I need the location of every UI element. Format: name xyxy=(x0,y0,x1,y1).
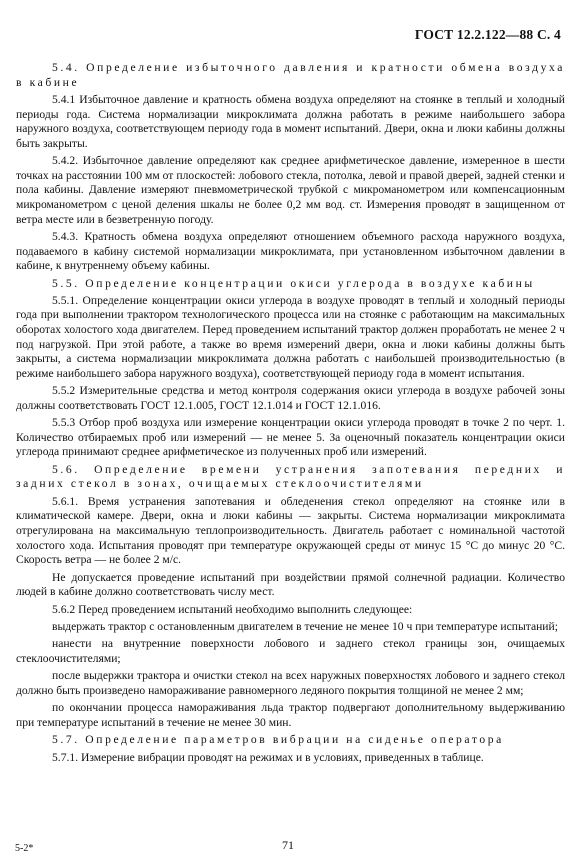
paragraph: после выдержки трактора и очистки стекол на всех наружных поверхностях лобового и заднего стекол должно быть произведено намораживание равномерного ледяного покрытия толщиной не менее 2 мм; xyxy=(16,669,565,697)
section-heading: 5.6. Определение времени устранения запотевания передних и задних стекол в зонах, очищаемых стеклоочистителями xyxy=(16,462,565,491)
paragraph: по окончании процесса намораживания льда трактор подвергают дополнительному выдерживанию при температуре испытаний в течение не менее 30 мин. xyxy=(16,701,565,729)
section-heading: 5.7. Определение параметров вибрации на сиденье оператора xyxy=(52,733,504,747)
paragraph: 5.7.1. Измерение вибрации проводят на режимах и в условиях, приведенных в таблице. xyxy=(52,750,484,764)
footer-mark: 5-2* xyxy=(15,843,34,854)
document-body xyxy=(16,61,565,768)
section-heading: 5.5. Определение концентрации окиси углерода в воздухе кабины xyxy=(52,276,535,290)
paragraph: 5.6.2 Перед проведением испытаний необходимо выполнить следующее: xyxy=(52,602,413,616)
section-heading: 5.4. Определение избыточного давления и кратности обмена воздуха в кабине xyxy=(16,61,565,89)
paragraph: 5.4.3. Кратность обмена воздуха определяют отношением объемного расхода наружного воздуха, подаваемого в кабину системой нормализации микроклимата, при установленном избыточном давлении в кабине, к внутреннему объему кабины. xyxy=(16,229,565,273)
paragraph: 5.4.2. Избыточное давление определяют как среднее арифметическое давление, измеренное в шести точках на расстоянии 100 мм от плоскостей: лобового стекла, потолка, левой и правой дверей, задней стенки и пола кабины. Давление измеряют пневмометрической трубкой с микроманометром или компенсационным микроманометром с ценой деления шкалы не более 0,2 мм вод. ст. Измерения проводят в защищенном от ветра месте или в безветренную погоду. xyxy=(16,154,565,226)
page-header: ГОСТ 12.2.122—88 С. 4 xyxy=(414,27,561,42)
paragraph: 5.5.2 Измерительные средства и метод контроля содержания окиси углерода в воздухе рабочей зоны должны соответствовать ГОСТ 12.1.005, ГОСТ 12.1.014 и ГОСТ 12.1.016. xyxy=(16,384,565,412)
paragraph: Не допускается проведение испытаний при воздействии прямой солнечной радиации. Количество людей в кабине должно соответствовать числу мест. xyxy=(16,570,565,599)
page-number: 71 xyxy=(282,838,294,852)
paragraph: 5.4.1 Избыточное давление и кратность обмена воздуха определяют на стоянке в теплый и холодный периоды года. Система нормализации микроклимата должна работать в режиме наибольшего забора наружного воздуха, соответствующем периоду года в момент испытаний. Двери, окна и люки кабины должны быть закрыты. xyxy=(16,92,565,150)
paragraph: 5.5.3 Отбор проб воздуха или измерение концентрации окиси углерода проводят в точке 2 по черт. 1. Количество отбираемых проб или измерений — не менее 5. За оценочный показатель концентрации окиси углерода принимают среднее арифметическое из полученных проб или измерений. xyxy=(16,416,565,459)
paragraph: выдержать трактор с остановленным двигателем в течение не менее 10 ч при температуре испытаний; xyxy=(52,619,558,633)
paragraph: 5.5.1. Определение концентрации окиси углерода в воздухе проводят в теплый и холодный периоды года при выполнении трактором технологического процесса или на стоянке с работающим на максимальных оборотах холостого хода двигателем. Перед проведением испытаний трактор должен проработать не менее 2 ч под нагрузкой. При этой работе, а также во время измерений двери, окна и люки кабины должны быть закрыты, а система нормализации микроклимата должна работать с наибольшей производительностью (в режиме наибольшего забора наружного воздуха), соответствующей периоду года в момент испытания. xyxy=(16,293,565,380)
paragraph: нанести на внутренние поверхности лобового и заднего стекол границы зон, очищаемых стеклоочистителями; xyxy=(16,637,565,665)
paragraph: 5.6.1. Время устранения запотевания и обледенения стекол определяют на стоянке или в климатической камере. Двери, окна и люки кабины — закрыты. Система нормализации микроклимата отрегулирована на максимальную теплопроизводительность. Двигатель работает с номинальной частотой холостого хода. Испытания проводят при температуре окружающей среды от минус 15 °С до минус 20 °С. Скорость ветра — не более 2 м/с. xyxy=(16,494,565,567)
